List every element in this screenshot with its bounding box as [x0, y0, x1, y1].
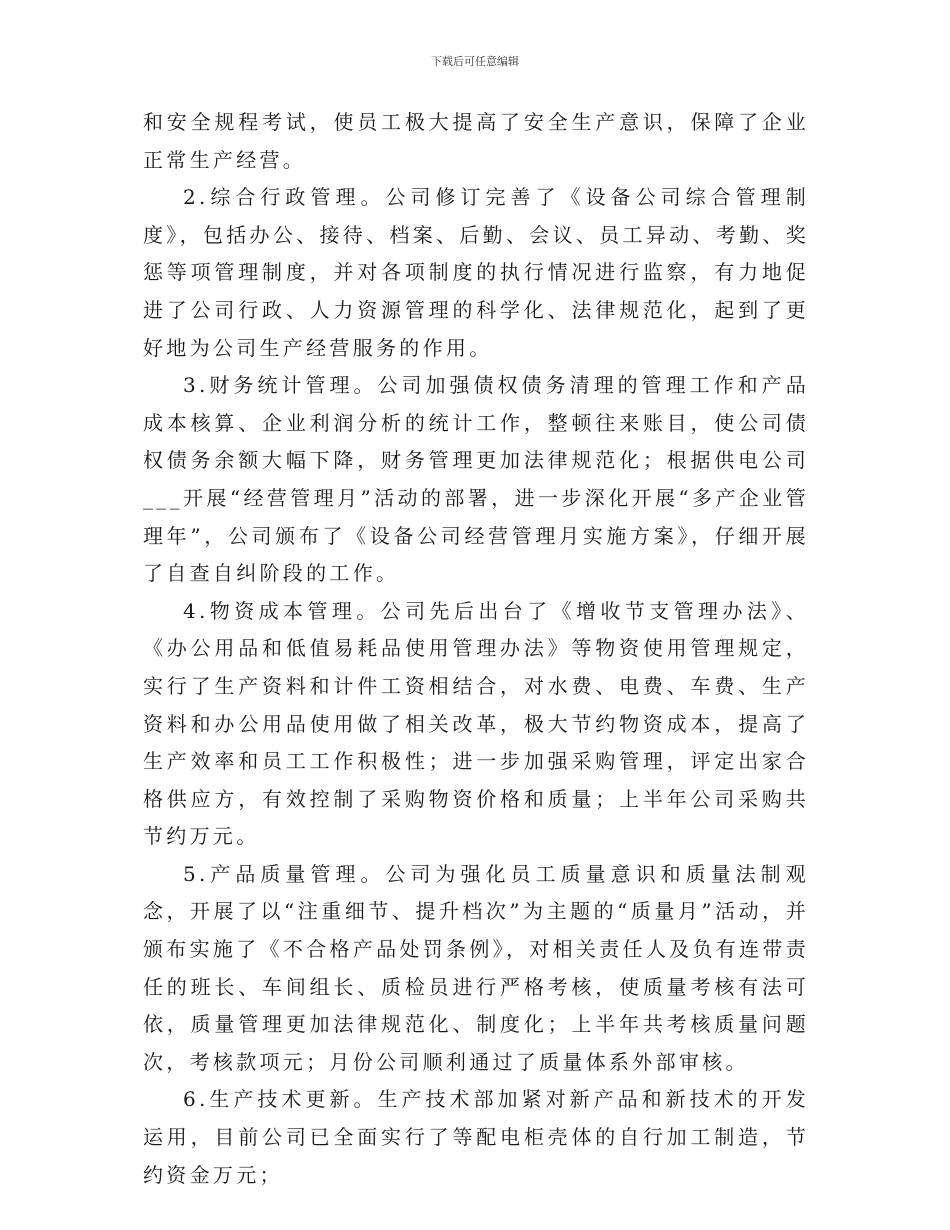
- paragraph-finance-management: 3.财务统计管理。公司加强债权债务清理的管理工作和产品成本核算、企业利润分析的统计工作，整顿往来账目，使公司债权债务余额大幅下降，财务管理更加法律规范化；根据供电公司___开展“经营管理月”活动的部署，进一步深化开展“多产企业管理年”，公司颁布了《设备公司经营管理月实施方案》，仔细开展了自查自纠阶段的工作。: [143, 373, 809, 586]
- paragraph-admin-management: 2.综合行政管理。公司修订完善了《设备公司综合管理制度》，包括办公、接待、档案、后勤、会议、员工异动、考勤、奖惩等项管理制度，并对各项制度的执行情况进行监察，有力地促进了公司行政、人力资源管理的科学化、法律规范化，起到了更好地为公司生产经营服务的作用。: [143, 185, 809, 360]
- paragraph-product-quality: 5.产品质量管理。公司为强化员工质量意识和质量法制观念，开展了以“注重细节、提升档次”为主题的“质量月”活动，并颁布实施了《不合格产品处罚条例》，对相关责任人及负有连带责任的班长、车间组长、质检员进行严格考核，使质量考核有法可依，质量管理更加法律规范化、制度化；上半年共考核质量问题次，考核款项元；月份公司顺利通过了质量体系外部审核。: [143, 861, 809, 1074]
- paragraph-tech-update: 6.生产技术更新。生产技术部加紧对新产品和新技术的开发运用，目前公司已全面实行了等配电柜壳体的自行加工制造，节约资金万元；: [143, 1087, 809, 1187]
- paragraph-materials-cost: 4.物资成本管理。公司先后出台了《增收节支管理办法》、《办公用品和低值易耗品使用管理办法》等物资使用管理规定，实行了生产资料和计件工资相结合，对水费、电费、车费、生产资料和办公用品使用做了相关改革，极大节约物资成本，提高了生产效率和员工工作积极性；进一步加强采购管理，评定出家合格供应方，有效控制了采购物资价格和质量；上半年公司采购共节约万元。: [143, 598, 809, 849]
- page-header-note: 下载后可任意编辑: [431, 55, 519, 68]
- paragraph-safety-exam: 和安全规程考试，使员工极大提高了安全生产意识，保障了企业正常生产经营。: [143, 110, 809, 172]
- document-body: [143, 104, 809, 1194]
